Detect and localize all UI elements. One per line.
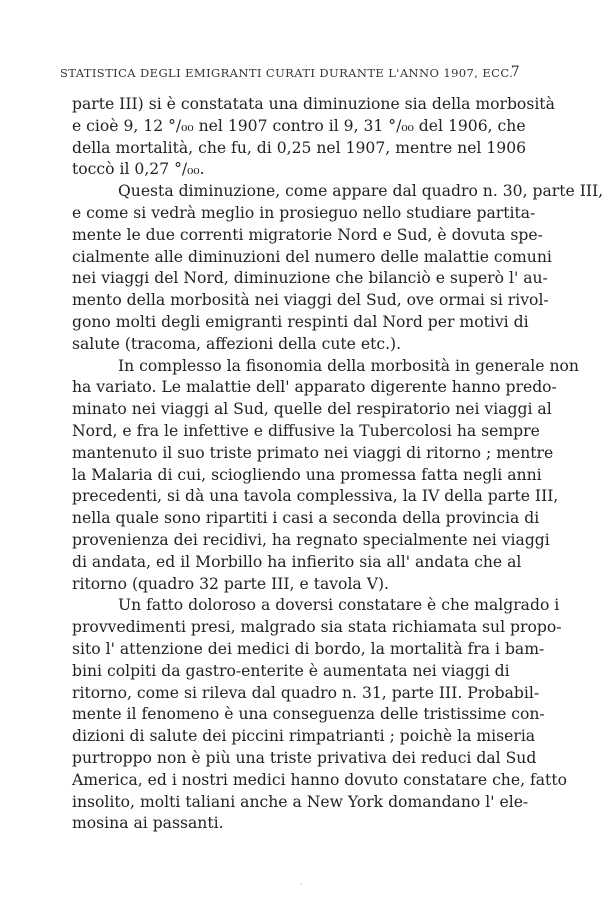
running-title: STATISTICA DEGLI EMIGRANTI CURATI DURANTE L'ANNO 1907, ECC.	[60, 66, 514, 80]
body-text	[72, 94, 604, 835]
text-line: Nord, e fra le infettive e diffusive la Tubercolosi ha sempre	[72, 421, 540, 440]
text-line: gono molti degli emigranti respinti dal Nord per motivi di	[72, 312, 529, 331]
text-line: nei viaggi del Nord, diminuzione che bilanciò e superò l' au-	[72, 269, 548, 288]
text-line: la Malaria di cui, sciogliendo una promessa fatta negli anni	[72, 465, 542, 484]
text-line: minato nei viaggi al Sud, quelle del respiratorio nei viaggi al	[72, 400, 552, 419]
text-line: ritorno, come si rileva dal quadro n. 31, parte III. Probabil-	[72, 683, 540, 702]
text-line: purtroppo non è più una triste privativa dei reduci dal Sud	[72, 748, 537, 767]
text-line: parte III) si è constatata una diminuzione sia della morbosità	[72, 95, 555, 113]
page-mark: ·	[300, 880, 303, 889]
paragraph	[72, 94, 555, 181]
text-line: salute (tracoma, affezioni della cute etc.).	[72, 334, 402, 353]
text-line: insolito, molti taliani anche a New York domandano l' ele-	[72, 792, 529, 811]
text-line: Un fatto doloroso a doversi constatare è che malgrado i	[118, 596, 560, 615]
text-line: America, ed i nostri medici hanno dovuto constatare che, fatto	[72, 770, 567, 789]
text-line: precedenti, si dà una tavola complessiva, la IV della parte III,	[72, 487, 559, 506]
text-line: mente il fenomeno è una conseguenza delle tristissime con-	[72, 705, 545, 724]
text-line: mento della morbosità nei viaggi del Sud, ove ormai si rivol-	[72, 291, 549, 310]
text-line: mantenuto il suo triste primato nei viaggi di ritorno ; mentre	[72, 443, 554, 462]
text-line: toccò il 0,27 °/₀₀.	[72, 160, 205, 179]
text-line: In complesso la fisonomia della morbosità in generale non	[118, 356, 579, 375]
text-line: ritorno (quadro 32 parte III, e tavola V).	[72, 574, 389, 593]
text-line: della mortalità, che fu, di 0,25 nel 1907, mentre nel 1906	[72, 138, 527, 157]
text-line: provenienza dei recidivi, ha regnato specialmente nei viaggi	[72, 530, 550, 549]
text-line: Questa diminuzione, come appare dal quadro n. 30, parte III,	[118, 182, 604, 201]
text-line: mosina ai passanti.	[72, 814, 224, 833]
text-line: e cioè 9, 12 °/₀₀ nel 1907 contro il 9, 31 °/₀₀ del 1906, che	[72, 116, 526, 135]
text-line: e come si vedrà meglio in prosieguo nello studiare partita-	[72, 203, 536, 222]
text-line: nella quale sono ripartiti i casi a seconda della provincia di	[72, 509, 540, 528]
text-line: provvedimenti presi, malgrado sia stata richiamata sul propo-	[72, 618, 562, 637]
paragraph	[72, 181, 604, 355]
text-line: sito l' attenzione dei medici di bordo, la mortalità fra i bam-	[72, 639, 545, 658]
paragraph	[72, 595, 567, 835]
text-line: bini colpiti da gastro-enterite è aumentata nei viaggi di	[72, 661, 510, 680]
paragraph	[72, 356, 579, 596]
running-header	[60, 64, 520, 80]
page-number: 7	[510, 64, 520, 80]
text-line: cialmente alle diminuzioni del numero delle malattie comuni	[72, 247, 552, 266]
text-line: dizioni di salute dei piccini rimpatrianti ; poichè la miseria	[72, 727, 536, 746]
text-line: ha variato. Le malattie dell' apparato digerente hanno predo-	[72, 378, 557, 397]
text-line: di andata, ed il Morbillo ha infierito sia all' andata che al	[72, 552, 522, 571]
text-line: mente le due correnti migratorie Nord e Sud, è dovuta spe-	[72, 225, 543, 244]
